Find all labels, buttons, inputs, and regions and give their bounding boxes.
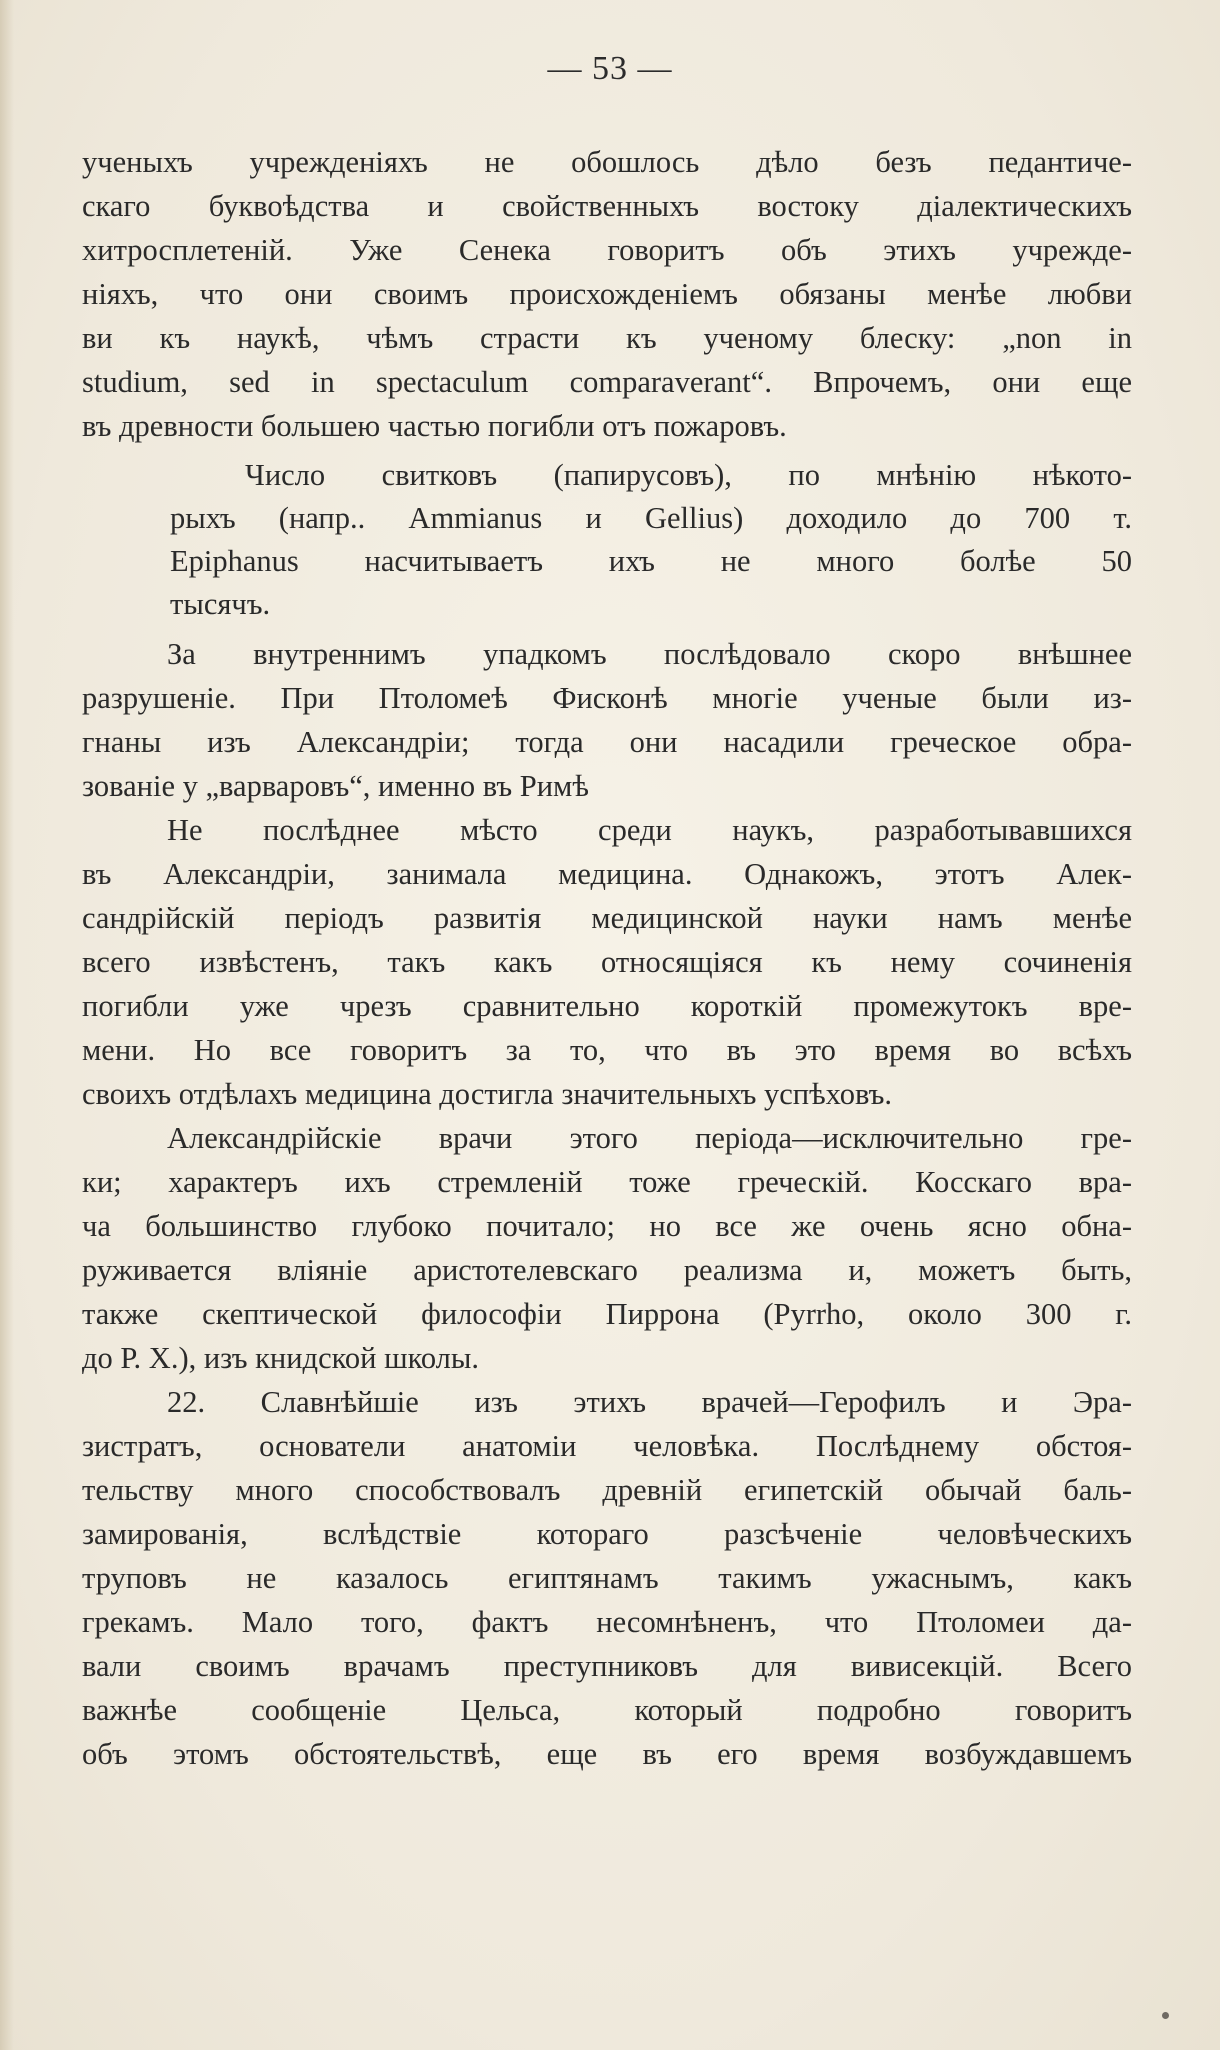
text-line: скаго буквоѣдства и свойственныхъ востоку діалектическихъ bbox=[82, 189, 1132, 223]
text-line: въ древности большею частью погибли отъ пожаровъ. bbox=[82, 409, 787, 443]
paragraph-4 bbox=[82, 808, 1132, 1116]
page-number: — 53 — bbox=[547, 50, 673, 87]
text-line: разрушеніе. При Птоломеѣ Фисконѣ многіе ученые были из- bbox=[82, 681, 1132, 715]
text-line: тельству много способствовалъ древній египетскій обычай баль- bbox=[82, 1473, 1132, 1507]
text-line: замированія, вслѣдствіе котораго разсѣченіе человѣческихъ bbox=[82, 1517, 1132, 1551]
text-line: въ Александріи, занимала медицина. Однакожъ, этотъ Алек- bbox=[82, 857, 1132, 891]
text-line: руживается вліяніе аристотелевскаго реализма и, можетъ быть, bbox=[82, 1253, 1132, 1287]
text-line: вали своимъ врачамъ преступниковъ для вивисекцій. Всего bbox=[82, 1649, 1132, 1683]
text-line: Epiphanus насчитываетъ ихъ не много болѣе 50 bbox=[170, 544, 1132, 578]
text-line: рыхъ (напр.. Ammianus и Gellius) доходило до 700 т. bbox=[170, 501, 1132, 535]
body-text bbox=[82, 140, 1132, 1776]
text-line: хитросплетеній. Уже Сенека говоритъ объ этихъ учрежде- bbox=[82, 233, 1132, 267]
text-line: Число свитковъ (папирусовъ), по мнѣнію нѣкото- bbox=[245, 458, 1132, 492]
text-line: важнѣе сообщеніе Цельса, который подробно говоритъ bbox=[82, 1693, 1132, 1727]
text-line: зистратъ, основатели анатоміи человѣка. Послѣднему обстоя- bbox=[82, 1429, 1132, 1463]
text-line: ки; характеръ ихъ стремленій тоже греческій. Косскаго вра- bbox=[82, 1165, 1132, 1199]
text-line: своихъ отдѣлахъ медицина достигла значительныхъ успѣховъ. bbox=[82, 1077, 893, 1111]
text-line: Не послѣднее мѣсто среди наукъ, разработывавшихся bbox=[167, 813, 1132, 847]
paragraph-3 bbox=[82, 632, 1132, 808]
text-line: гнаны изъ Александріи; тогда они насадили греческое обра- bbox=[82, 725, 1132, 759]
paragraph-5 bbox=[82, 1116, 1132, 1380]
text-line: также скептической философіи Пиррона (Pyrrho, около 300 г. bbox=[82, 1297, 1132, 1331]
text-line: объ этомъ обстоятельствѣ, еще въ его время возбуждавшемъ bbox=[82, 1737, 1132, 1771]
text-line: сандрійскій періодъ развитія медицинской науки намъ менѣе bbox=[82, 901, 1132, 935]
text-line: ученыхъ учрежденіяхъ не обошлось дѣло безъ педантиче- bbox=[82, 145, 1132, 179]
text-line: ча большинство глубоко почитало; но все же очень ясно обна- bbox=[82, 1209, 1132, 1243]
text-line: studium, sed in spectaculum comparaverant“. Впрочемъ, они еще bbox=[82, 365, 1132, 399]
text-line: 22. Славнѣйшіе изъ этихъ врачей—Герофилъ и Эра- bbox=[167, 1385, 1132, 1419]
text-line: тысячъ. bbox=[170, 587, 271, 621]
text-line: ніяхъ, что они своимъ происхожденіемъ обязаны менѣе любви bbox=[82, 277, 1132, 311]
text-line: грекамъ. Мало того, фактъ несомнѣненъ, что Птоломеи да- bbox=[82, 1605, 1132, 1639]
text-line: Александрійскіе врачи этого періода—исключительно гре- bbox=[167, 1121, 1132, 1155]
text-line: зованіе у „варваровъ“, именно въ Римѣ bbox=[82, 769, 589, 803]
inset-note bbox=[170, 454, 1132, 626]
page-edge-shadow bbox=[0, 0, 14, 2050]
text-line: мени. Но все говоритъ за то, что въ это время во всѣхъ bbox=[82, 1033, 1132, 1067]
text-line: труповъ не казалось египтянамъ такимъ ужаснымъ, какъ bbox=[82, 1561, 1132, 1595]
text-line: За внутреннимъ упадкомъ послѣдовало скоро внѣшнее bbox=[167, 637, 1132, 671]
ink-speck bbox=[1162, 2012, 1169, 2019]
text-line: до Р. Х.), изъ книдской школы. bbox=[82, 1341, 480, 1375]
text-line: ви къ наукѣ, чѣмъ страсти къ ученому блеску: „non in bbox=[82, 321, 1132, 355]
text-line: всего извѣстенъ, такъ какъ относящіяся къ нему сочиненія bbox=[82, 945, 1132, 979]
paragraph-1 bbox=[82, 140, 1132, 448]
paragraph-6 bbox=[82, 1380, 1132, 1776]
text-line: погибли уже чрезъ сравнительно короткій промежутокъ вре- bbox=[82, 989, 1132, 1023]
